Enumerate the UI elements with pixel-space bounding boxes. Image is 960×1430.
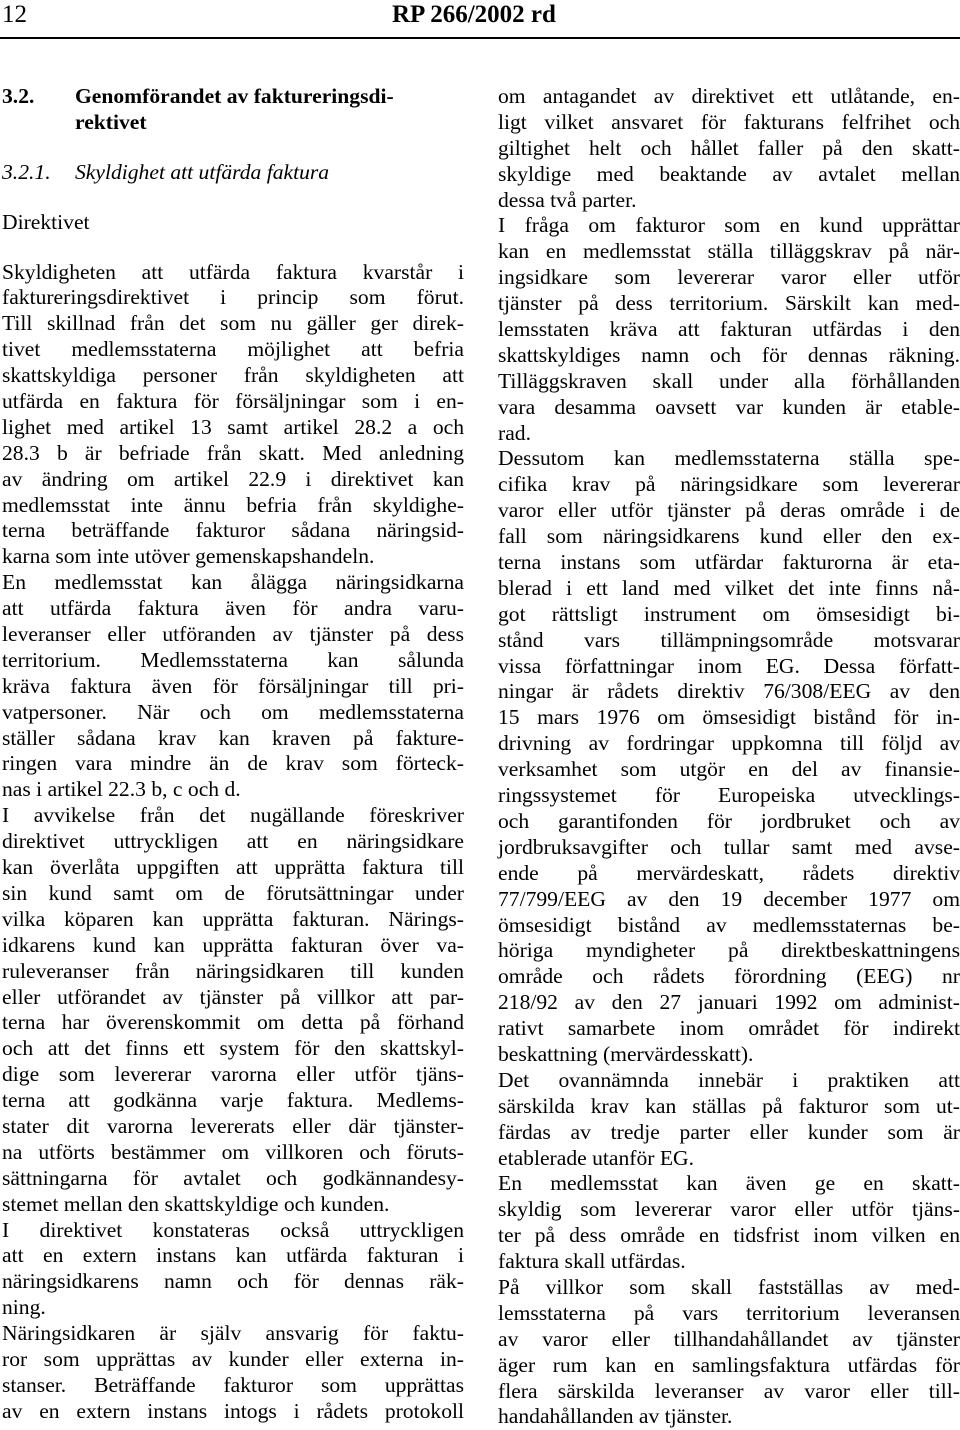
text-line: I direktivet konstateras också uttryckligen [2,1217,464,1242]
section-heading-line [2,110,464,136]
text-line: En medlemsstat kan även ge en skatt- [498,1171,960,1196]
text-line: På villkor som skall fastställas av med- [498,1274,960,1299]
text-line: rad. [498,420,531,445]
text-line: tivet medlemsstaterna möjlighet att befria [2,337,464,362]
right-column [498,84,960,1430]
text-line: ningar är rådets direktiv 76/308/EEG av den [498,679,960,704]
text-line: flera särskilda leveranser av varor eller till- [498,1378,960,1403]
text-line: faktureringsdirektivet i princip som förut. [2,285,464,310]
text-line: ruleveranser från näringsidkaren till kunden [2,958,464,983]
text-line: Till skillnad från det som nu gäller ger direk- [2,311,464,336]
text-line: cifika krav på näringsidkare som levererar [498,472,960,497]
text-line: etablerade utanför EG. [498,1145,695,1170]
paragraph-gap [2,136,464,160]
text-line: dessa två parter. [498,187,637,212]
text-line: 28.3 b är befriade från skatt. Med anledning [2,440,464,465]
text-line: direktivet uttryckligen att en näringsidkare [2,829,464,854]
text-line: karna som inte utöver gemenskapshandeln. [2,544,375,569]
text-line: stanser. Beträffande fakturor som upprättas [2,1372,464,1397]
text-line: ringen vara mindre än de krav som förteck- [2,751,464,776]
text-line: av varor eller tillhandahållandet av tjänster [498,1326,960,1351]
text-line: I fråga om fakturor som en kund upprättar [498,213,960,238]
section-number [2,110,75,136]
text-line: sättningarna för avtalet och godkännandesy- [2,1165,464,1190]
text-line: näringsidkarens namn och för dennas räk- [2,1269,464,1294]
text-line: terna beträffande fakturor sådana näringsid- [2,518,464,543]
text-line: skattskyldiga personer från skyldigheten att [2,363,464,388]
left-column [2,84,464,1425]
text-line: Tilläggskraven skall under alla förhållanden [498,368,960,393]
text-line: om antagandet av direktivet ett utlåtande, en- [498,84,960,108]
text-line: rativt samarbete inom området för indirekt [498,1016,960,1041]
text-line: ende på mervärdeskatt, rådets direktiv [498,860,960,885]
text-line: sin kund samt om de förutsättningar under [2,880,464,905]
text-line: Dessutom kan medlemsstaterna ställa spe- [498,446,960,471]
text-line: äger rum kan en samlingsfaktura utfärdas för [498,1352,960,1377]
text-line: ter på dess område en tidsfrist inom vilken en [498,1223,960,1248]
text-line: att utfärda faktura även för andra varu- [2,596,464,621]
text-line: dige som levererar varorna eller utför tjäns- [2,1062,464,1087]
section-heading-line [2,160,464,186]
text-line: kräva faktura även för försäljningar till pri- [2,673,464,698]
text-line: att en extern instans kan utfärda fakturan i [2,1243,464,1268]
text-line: stånd vars tillämpningsområde motsvarar [498,627,960,652]
text-line: utfärda en faktura för försäljningar som i en- [2,389,464,414]
text-line: ror som upprättas av kunder eller externa in- [2,1346,464,1371]
text-line: fall som näringsidkarens kund eller den ex- [498,524,960,549]
text-line: 15 mars 1976 om ömsesidigt bistånd för in- [498,705,960,730]
text-line: ömsesidigt bistånd av medlemsstaternas be- [498,912,960,937]
document-title: RP 266/2002 rd [392,1,556,28]
page-number: 12 [2,1,27,28]
paragraph-gap [2,186,464,210]
text-line: Direktivet [2,209,90,234]
header-rule [0,37,960,39]
text-line: kan en medlemsstat ställa tilläggskrav på när- [498,239,960,264]
text-line: vilka köparen kan upprätta fakturan. Närings- [2,906,464,931]
text-line: Skyldigheten att utfärda faktura kvarstår i [2,259,464,284]
text-line: idkarens kund kan upprätta fakturan över va- [2,932,464,957]
text-line: territorium. Medlemsstaterna kan sålunda [2,647,464,672]
text-line: särskilda krav kan ställas på fakturor som ut- [498,1093,960,1118]
text-line: jordbruksavgifter och tullar samt med avse- [498,834,960,859]
text-line: ligt vilket ansvaret för fakturans felfrihet och [498,109,960,134]
text-line: ställer sådana krav kan kraven på fakture- [2,725,464,750]
text-line: Det ovannämnda innebär i praktiken att [498,1067,960,1092]
text-line: ringssystemet för Europeiska utvecklings- [498,783,960,808]
text-line: av ändring om artikel 22.9 i direktivet kan [2,466,464,491]
text-line: terna instans som utfärdar fakturorna är eta- [498,550,960,575]
text-line: tjänster på dess territorium. Särskilt kan med- [498,291,960,316]
text-line: lemsstaten kräva att fakturan utfärdas i den [498,317,960,342]
text-line: medlemsstat inte ännu befria från skyldighe- [2,492,464,517]
text-line: stater dit varorna levererats eller där tjänster- [2,1113,464,1138]
text-line: nas i artikel 22.3 b, c och d. [2,777,241,802]
section-heading-text: rektivet [75,109,147,134]
text-line: beskattning (mervärdesskatt). [498,1041,754,1066]
text-line: 77/799/EEG av den 19 december 1977 om [498,886,960,911]
text-line: blerad i ett land med vilket det inte finns nå- [498,575,960,600]
text-line: skyldig som levererar varor eller utför tjäns- [498,1197,960,1222]
text-line: vissa författningar inom EG. Dessa författ- [498,653,960,678]
text-line: eller utförandet av tjänster på villkor att par- [2,984,464,1009]
text-line: handahållanden av tjänster. [498,1404,733,1429]
text-line: ning. [2,1295,46,1320]
text-line: drivning av fordringar uppkomna till följd av [498,731,960,756]
text-line: giltighet helt och hållet faller på den skatt- [498,135,960,160]
text-line: terna har överenskommit om detta på förhand [2,1010,464,1035]
section-number: 3.2. [2,84,35,108]
text-line: na utförts bestämmer om villkoren och föruts- [2,1139,464,1164]
text-line: En medlemsstat kan ålägga näringsidkarna [2,570,464,595]
text-line: vara desamma oavsett var kunden är etable- [498,394,960,419]
text-line: varor eller utför tjänster på deras område i de [498,498,960,523]
text-line: leveranser eller utföranden av tjänster på dess [2,622,464,647]
text-line: område och rådets förordning (EEG) nr [498,964,960,989]
text-line: lighet med artikel 13 samt artikel 28.2 a och [2,414,464,439]
text-line: skyldige med beaktande av avtalet mellan [498,161,960,186]
text-line: faktura skall utfärdas. [498,1249,686,1274]
text-line: I avvikelse från det nugällande föreskriver [2,803,464,828]
text-line: 218/92 av den 27 januari 1992 om administ- [498,990,960,1015]
section-heading-text: Genomförandet av faktureringsdi- [75,84,394,108]
section-number: 3.2.1. [2,159,51,184]
text-line: färdas av tredje parter eller kunder som är [498,1119,960,1144]
section-heading-text: Skyldighet att utfärda faktura [75,159,330,184]
text-line: lemsstaterna på vars territorium leveransen [498,1300,960,1325]
text-line: av en extern instans intogs i rådets protokoll [2,1398,464,1423]
text-line: skattskyldiges namn och för dennas räkning. [498,342,960,367]
text-line: terna att godkänna varje faktura. Medlems- [2,1088,464,1113]
text-line: höriga myndigheter på direktbeskattningens [498,938,960,963]
text-line: Näringsidkaren är själv ansvarig för faktu- [2,1321,464,1346]
text-line: vatpersoner. När och om medlemsstaterna [2,699,464,724]
paragraph-gap [2,236,464,260]
section-heading-line [2,84,464,110]
text-line: verksamhet som utgör en del av finansie- [498,757,960,782]
text-line: ingsidkare som levererar varor eller utför [498,265,960,290]
text-line: got rättsligt instrument om ömsesidigt bi- [498,601,960,626]
text-line: kan överlåta uppgiften att upprätta faktura till [2,855,464,880]
text-line: och garantifonden för jordbruket och av [498,808,960,833]
text-line: stemet mellan den skattskyldige och kunden. [2,1191,390,1216]
text-line: och att det finns ett system för den skattskyl- [2,1036,464,1061]
